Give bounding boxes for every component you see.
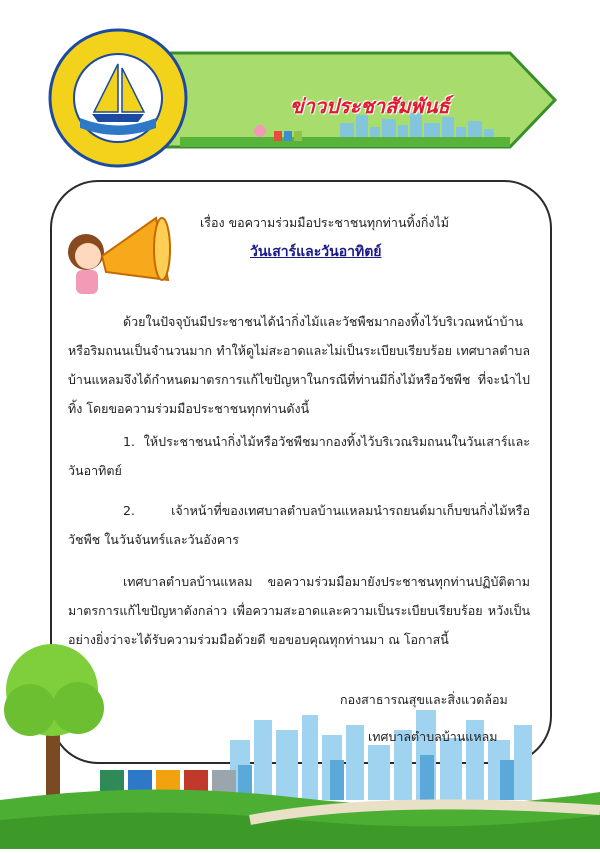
- list-item-1: 1. ให้ประชาชนนำกิ่งไม้หรือวัชพืชมากองทิ้งไว้บริเวณริมถนนในวันเสาร์และ วันอาทิตย์: [68, 434, 530, 478]
- girl-megaphone-illustration: [56, 210, 186, 310]
- tree-icon: [4, 644, 104, 810]
- paragraph-2: เทศบาลตำบลบ้านแหลม ขอความร่วมมือมายังประชาชนทุกท่านปฏิบัติตาม มาตรการแก้ไขปัญหาดังกล่าว เพื่อความสะอาดและความเป็นระเบียบเรียบร้อย หวังเป็นอย่างยิ่งว่าจะได้รับความร่วมมือด้วยดี ขอขอบคุณทุกท่านมา ณ โอกาสนี้: [68, 574, 530, 647]
- municipality-seal: [48, 28, 188, 168]
- megaphone-icon: [102, 218, 170, 280]
- signature-department: กองสาธารณสุขและสิ่งแวดล้อม: [340, 692, 508, 707]
- city-park-illustration: [0, 620, 600, 849]
- banner-title: ข่าวประชาสัมพันธ์: [290, 94, 450, 118]
- paragraph-1: ด้วยในปัจจุบันมีประชาชนได้นำกิ่งไม้และวัชพืชมากองทิ้งไว้บริเวณหน้าบ้าน หรือริมถนนเป็นจำนวนมาก ทำให้ดูไม่สะอาดและไม่เป็นระเบียบเรียบร้อย เทศบาลตำบลบ้านแหลมจึงได้กำหนดมาตรการแก้ไขปัญหาในกรณีที่ท่านมีกิ่งไม้หรือวัชพืช ที่จะนำไปทิ้ง โดยขอความร่วมมือประชาชนทุกท่านดังนี้: [68, 314, 530, 416]
- notice-headline: วันเสาร์และวันอาทิตย์: [250, 244, 382, 260]
- notice-subject: เรื่อง ขอความร่วมมือประชาชนทุกท่านทิ้งกิ่งไม้: [200, 215, 450, 230]
- signature-organization: เทศบาลตำบลบ้านแหลม: [368, 729, 498, 744]
- list-item-2: 2. เจ้าหน้าที่ของเทศบาลตำบลบ้านแหลมนำรถยนต์มาเก็บขนกิ่งไม้หรือวัชพืช ในวันจันทร์และวันอังคาร: [68, 503, 530, 547]
